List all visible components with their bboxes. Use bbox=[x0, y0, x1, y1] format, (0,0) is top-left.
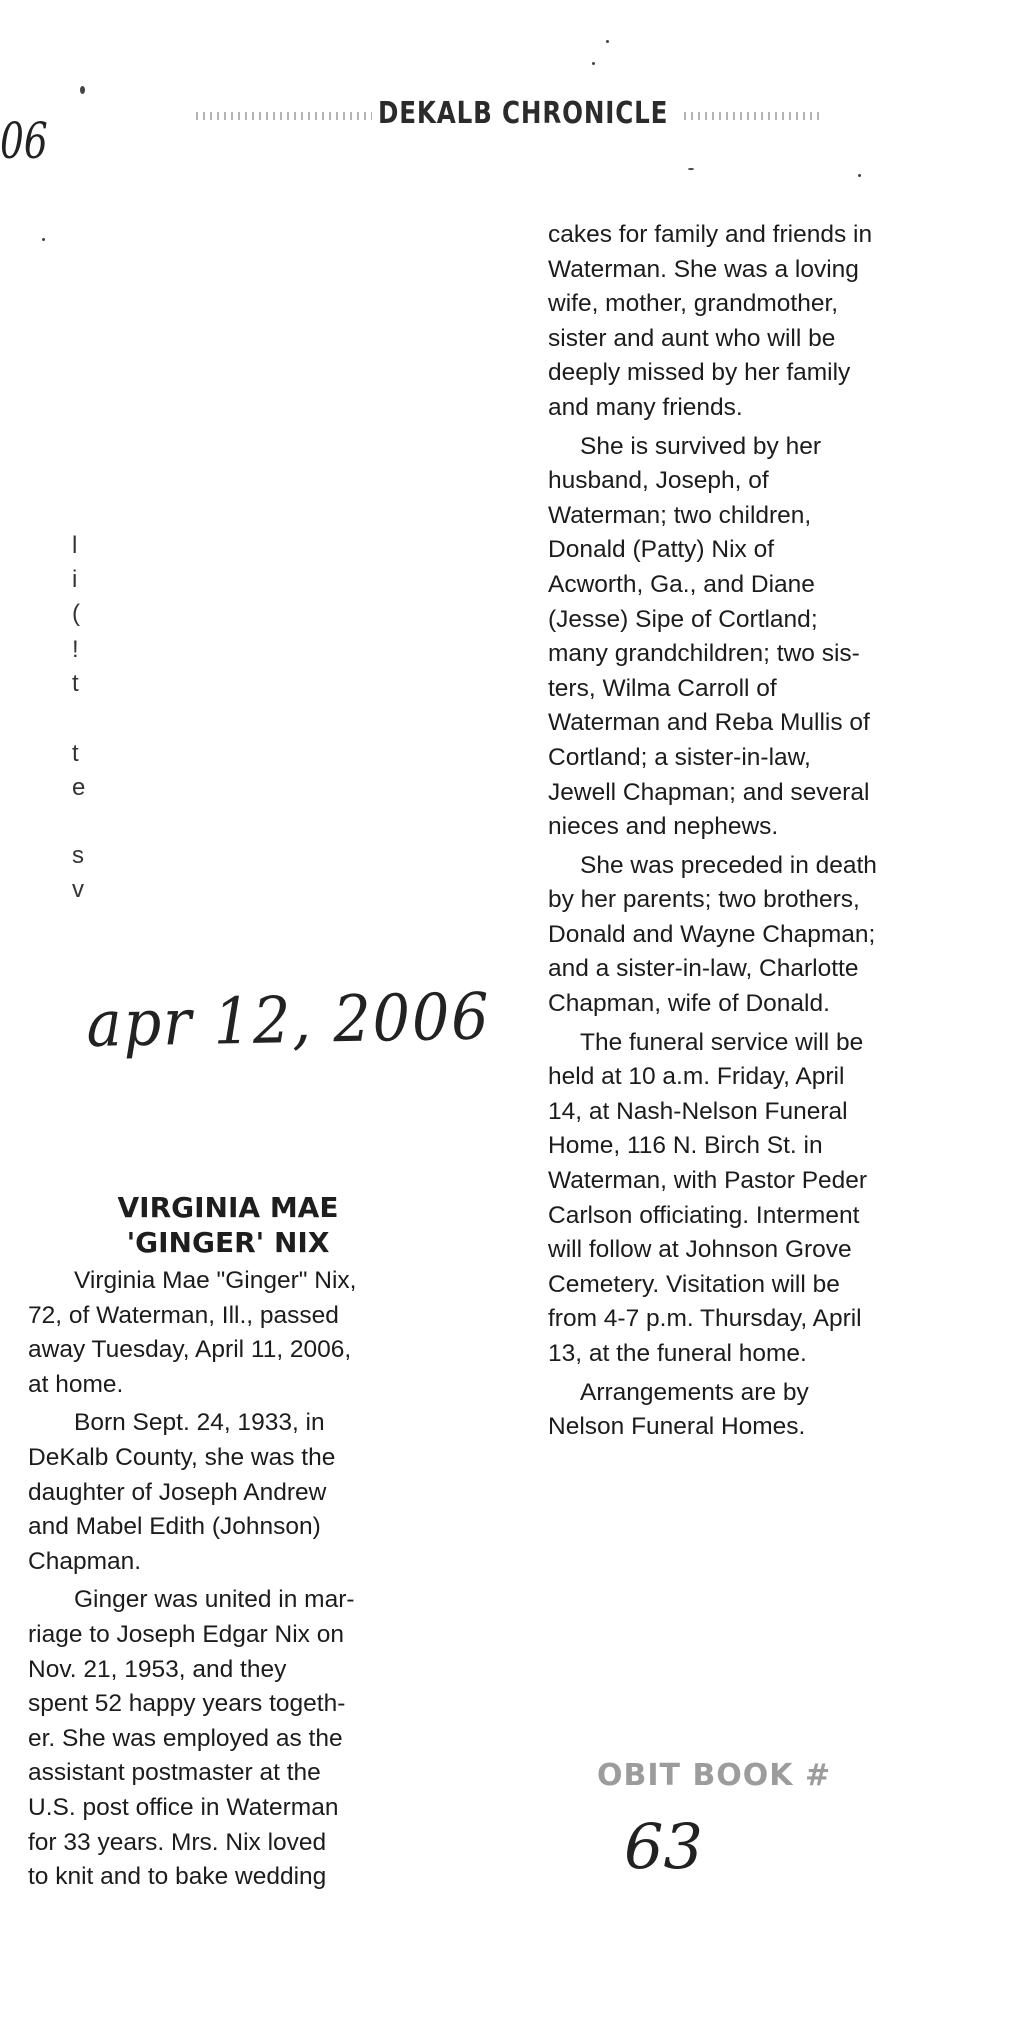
clipped-glyph: v bbox=[72, 876, 84, 903]
obituary-paragraph: The funeral service will be held at 10 a.m. Friday, April 14, at Nash-Nelson Funeral Home, 116 N. Birch St. in Waterman, with Pastor Peder Carlson officiating. Interment will follow at Johnson Grove Cemetery. Visitation will be from 4-7 p.m. Thursday, April 13, at the funeral home. bbox=[548, 1028, 868, 1367]
obituary-column-right bbox=[548, 218, 988, 1449]
handwritten-date: apr 12, 2006 bbox=[86, 980, 492, 1062]
headline-line-1: VIRGINIA MAE bbox=[117, 1191, 339, 1224]
scan-speck bbox=[858, 174, 861, 177]
clipped-glyph: t bbox=[72, 740, 79, 767]
clipped-glyph: i bbox=[72, 566, 78, 593]
clipped-glyph: t bbox=[72, 670, 79, 697]
obituary-paragraph: She is survived by her husband, Joseph, of Waterman; two children, Donald (Patty) Nix of Acworth, Ga., and Diane (Jesse) Sipe of Cortland; many grandchildren; two sis- ters, Wilma Carroll of Waterman and Reba Mullis of Cortland; a sister-in-law, Jewell Chapman; and several nieces and nephews. bbox=[548, 432, 870, 841]
obit-book-stamp: OBIT BOOK # bbox=[597, 1758, 832, 1793]
masthead-noise-right bbox=[684, 112, 824, 120]
handwritten-book-number: 63 bbox=[624, 1810, 703, 1883]
obituary-paragraph: Arrangements are by Nelson Funeral Homes. bbox=[548, 1378, 809, 1441]
scan-speck bbox=[592, 62, 595, 65]
scan-speck bbox=[42, 238, 45, 241]
clipped-glyph: l bbox=[72, 532, 78, 559]
clipped-glyph: s bbox=[72, 842, 84, 869]
clipped-glyph: e bbox=[72, 774, 86, 801]
headline-line-2: 'GINGER' NIX bbox=[126, 1226, 330, 1259]
obituary-column-left bbox=[28, 1264, 428, 1899]
obituary-paragraph: Virginia Mae "Ginger" Nix, 72, of Waterman, Ill., passed away Tuesday, April 11, 2006, at home. bbox=[28, 1267, 357, 1398]
newspaper-masthead: DEKALB CHRONICLE bbox=[378, 96, 669, 131]
obituary-paragraph: cakes for family and friends in Waterman. She was a loving wife, mother, grandmother, sister and aunt who will be deeply missed by her family and many friends. bbox=[548, 221, 873, 421]
scan-speck bbox=[688, 168, 694, 170]
masthead-noise-left bbox=[196, 112, 372, 120]
obituary-paragraph: Born Sept. 24, 1933, in DeKalb County, she was the daughter of Joseph Andrew and Mabel Edith (Johnson) Chapman. bbox=[28, 1409, 336, 1575]
clipped-glyph: ( bbox=[72, 600, 80, 627]
obituary-paragraph: Ginger was united in mar- riage to Joseph Edgar Nix on Nov. 21, 1953, and they spent 52 happy years togeth- er. She was employed as the assistant postmaster at the U.S. post office in Waterman for 33 years. Mrs. Nix loved to knit and to bake wedding bbox=[28, 1586, 355, 1891]
obituary-paragraph: She was preceded in death by her parents; two brothers, Donald and Wayne Chapman; and a sister-in-law, Charlotte Chapman, wife of Donald. bbox=[548, 851, 877, 1018]
handwritten-page-mark: 06 bbox=[0, 112, 48, 170]
clipped-glyph: ! bbox=[72, 636, 79, 663]
scan-speck bbox=[80, 86, 85, 94]
scan-speck bbox=[606, 40, 609, 43]
obituary-headline bbox=[28, 1190, 428, 1260]
